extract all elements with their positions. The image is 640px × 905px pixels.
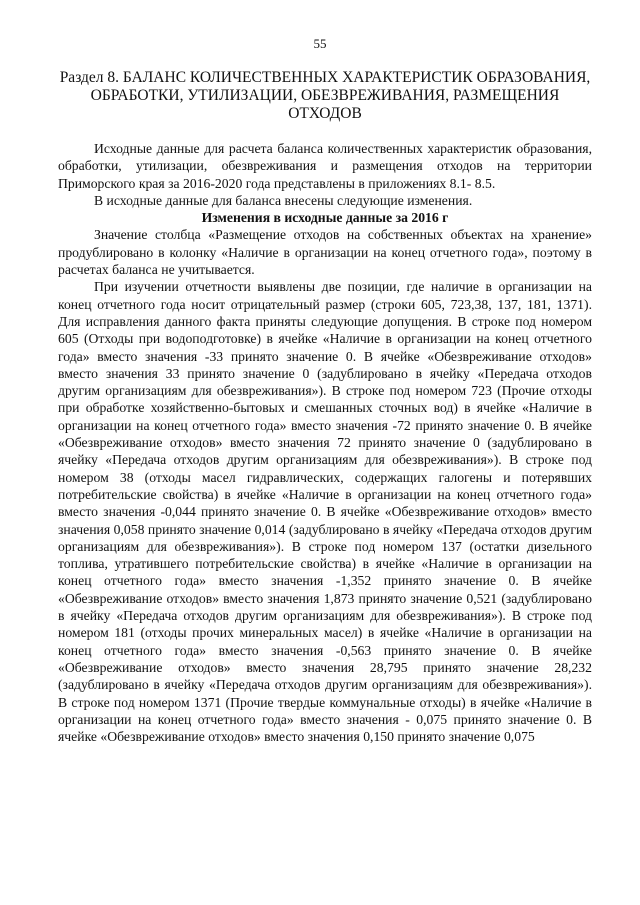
intro-paragraph: Исходные данные для расчета баланса количественных характеристик образования, обработки, утилизации, обезвреживания и размещения отходов на территории Приморского края за 2016-2020 года представлены в приложениях 8.1- 8.5. [58, 141, 592, 191]
section-title: Раздел 8. БАЛАНС КОЛИЧЕСТВЕННЫХ ХАРАКТЕРИСТИК ОБРАЗОВАНИЯ, ОБРАБОТКИ, УТИЛИЗАЦИИ, ОБЕЗВРЕЖИВАНИЯ, РАЗМЕЩЕНИЯ ОТХОДОВ [59, 69, 591, 122]
document-body [58, 140, 592, 745]
subsection-heading: Изменения в исходные данные за 2016 г [201, 210, 449, 226]
intro-changes-note: В исходные данные для баланса внесены следующие изменения. [94, 192, 473, 208]
page-number: 55 [313, 36, 327, 51]
body-paragraph-corrections: При изучении отчетности выявлены две позиции, где наличие в организации на конец отчетного года носит отрицательный размер (строки 605, 723,38, 137, 181, 1371). Для исправления данного факта приняты следующие допущения. В строке под номером 605 (Отходы при водоподготовке) в ячейке «Наличие в организации на конец отчетного года» вместо значения -33 принято значение 0. В ячейке «Обезвреживание отходов» вместо значения 33 принято значение 0 (задублировано в ячейку «Передача отходов другим организациям для обезвреживания»). В строке под номером 723 (Прочие отходы при обработке хозяйственно-бытовых и смешанных сточных вод) в ячейке «Наличие в организации на конец отчетного года» вместо значения -72 принято значение 0. В ячейке «Обезвреживание отходов» вместо значения 72 принято значение 0 (задублировано в ячейку «Передача отходов другим организациям для обезвреживания»). В строке под номером 38 (отходы масел гидравлических, содержащих галогены и потерявших потребительские свойства) в ячейке «Наличие в организации на конец отчетного года» вместо значения -0,044 принято значение 0. В ячейке «Обезвреживание отходов» вместо значения 0,058 принято значение 0,014 (задублировано в ячейку «Передача отходов другим организациям для обезвреживания»). В строке под номером 137 (остатки дизельного топлива, утратившего потребительские свойства) в ячейке «Наличие в организации на конец отчетного года» вместо значения -1,352 принято значение 0. В ячейке «Обезвреживание отходов» вместо значения 1,873 принято значение 0,521 (задублировано в ячейку «Передача отходов другим организациям для обезвреживания»). В строке под номером 181 (отходы прочих минеральных масел) в ячейке «Наличие в организации на конец отчетного года» вместо значения -0,563 принято значение 0. В ячейке «Обезвреживание отходов» вместо значения 28,795 принято значение 28,232 (задублировано в ячейку «Передача отходов другим организациям для обезвреживания»). В строке под номером 1371 (Прочие твердые коммунальные отходы) в ячейке «Наличие в организации на конец отчетного года» вместо значения - 0,075 принято значение 0. В ячейке «Обезвреживание отходов» вместо значения 0,150 принято значение 0,075 [58, 279, 592, 745]
body-paragraph-duplication: Значение столбца «Размещение отходов на собственных объектах на хранение» продублировано в колонку «Наличие в организации на конец отчетного года», поэтому в расчетах баланса не учитывается. [58, 227, 592, 278]
